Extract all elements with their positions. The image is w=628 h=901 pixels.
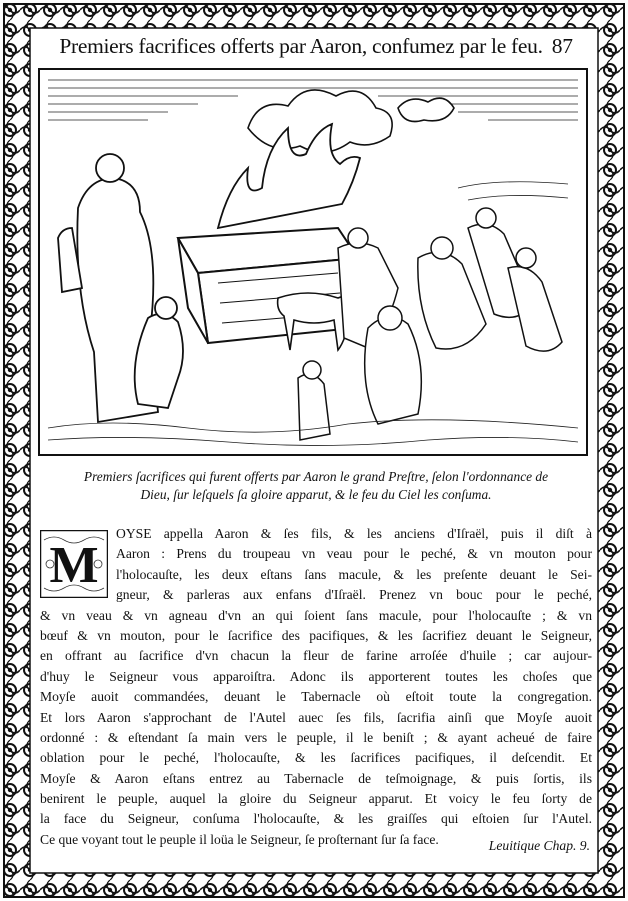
body-line: benirent le peuple, auquel la gloire du Seigneur apparut. Et voicy le feu ſorty de bbox=[40, 791, 592, 807]
page-number: 87 bbox=[551, 34, 573, 58]
chapter-reference: Leuitique Chap. 9. bbox=[488, 838, 590, 853]
illustration-caption bbox=[40, 468, 592, 504]
body-line: la face du Seigneur, conſuma l'holocauſte, & les graiſſes qui eſtoien ſur l'Autel. bbox=[40, 811, 592, 827]
body-line: oblation pour le peché, l'holocauſte, & les ſacrifices pacifiques, il deſcendit. Et bbox=[40, 750, 592, 766]
body-line: OYSE appella Aaron & ſes fils, & les anciens d'Iſraël, puis il diſt à bbox=[116, 526, 592, 541]
body-line: Moyſe & Aaron eſtans entrez au Tabernacle de teſmoignage, & puis ſortis, ils bbox=[40, 770, 592, 786]
body-line: Aaron : Prens du troupeau vn veau pour le peché, & vn mouton pour bbox=[116, 546, 592, 562]
body-line: bœuf & vn mouton, pour le ſacrifice des pacifiques, & les ſacrifiez deuant le Seigneur, bbox=[40, 627, 592, 643]
dropcap-letter: M bbox=[49, 537, 99, 594]
body-line: ordonné : & eſtendant ſa main vers le peuple, il le beniſt ; & ayant acheué de faire bbox=[40, 729, 592, 745]
caption-line: Dieu, ſur leſquels ſa gloire apparut, & le feu du Ciel les conſuma. bbox=[140, 487, 492, 502]
woodcut-sacrifice-scene-icon bbox=[38, 68, 588, 456]
body-line: l'holocauſte, les deux eſtans ſans macule, & les preſente deuant le Sei- bbox=[116, 566, 592, 582]
body-line: Moyſe auoit commandées, deuant le Tabernacle où eſtoit toute la congregation. bbox=[40, 689, 592, 705]
body-line: gneur, & parleras aux enfans d'Iſraël. Prenez vn bouc pour le peché, bbox=[116, 587, 592, 603]
body-line: en offrant au ſacrifice d'vn chacun la fleur de farine arroſée d'huile ; car aujour- bbox=[40, 648, 592, 664]
caption-line: Premiers ſacrifices qui furent offerts par Aaron le grand Preſtre, ſelon l'ordonnance de bbox=[83, 469, 549, 484]
body-line: Et lors Aaron s'approchant de l'Autel auec ſes fils, ſacrifia ainſi que Moyſe auoit bbox=[40, 709, 592, 725]
body-line: & vn veau & vn agneau d'vn an qui ſoient ſans macule, pour l'holocauſte ; & vn bbox=[40, 607, 592, 623]
body-line: d'huy le Seigneur vous apparoiſtra. Adonc ils apporterent toutes les choſes que bbox=[40, 668, 592, 684]
body-line: Ce que voyant tout le peuple il loüa le Seigneur, ſe proſternant ſur ſa face. bbox=[40, 831, 439, 847]
body-text bbox=[40, 524, 592, 850]
page-title bbox=[40, 34, 592, 59]
title-text: Premiers facrifices offerts par Aaron, confumez par le feu. bbox=[59, 34, 543, 58]
